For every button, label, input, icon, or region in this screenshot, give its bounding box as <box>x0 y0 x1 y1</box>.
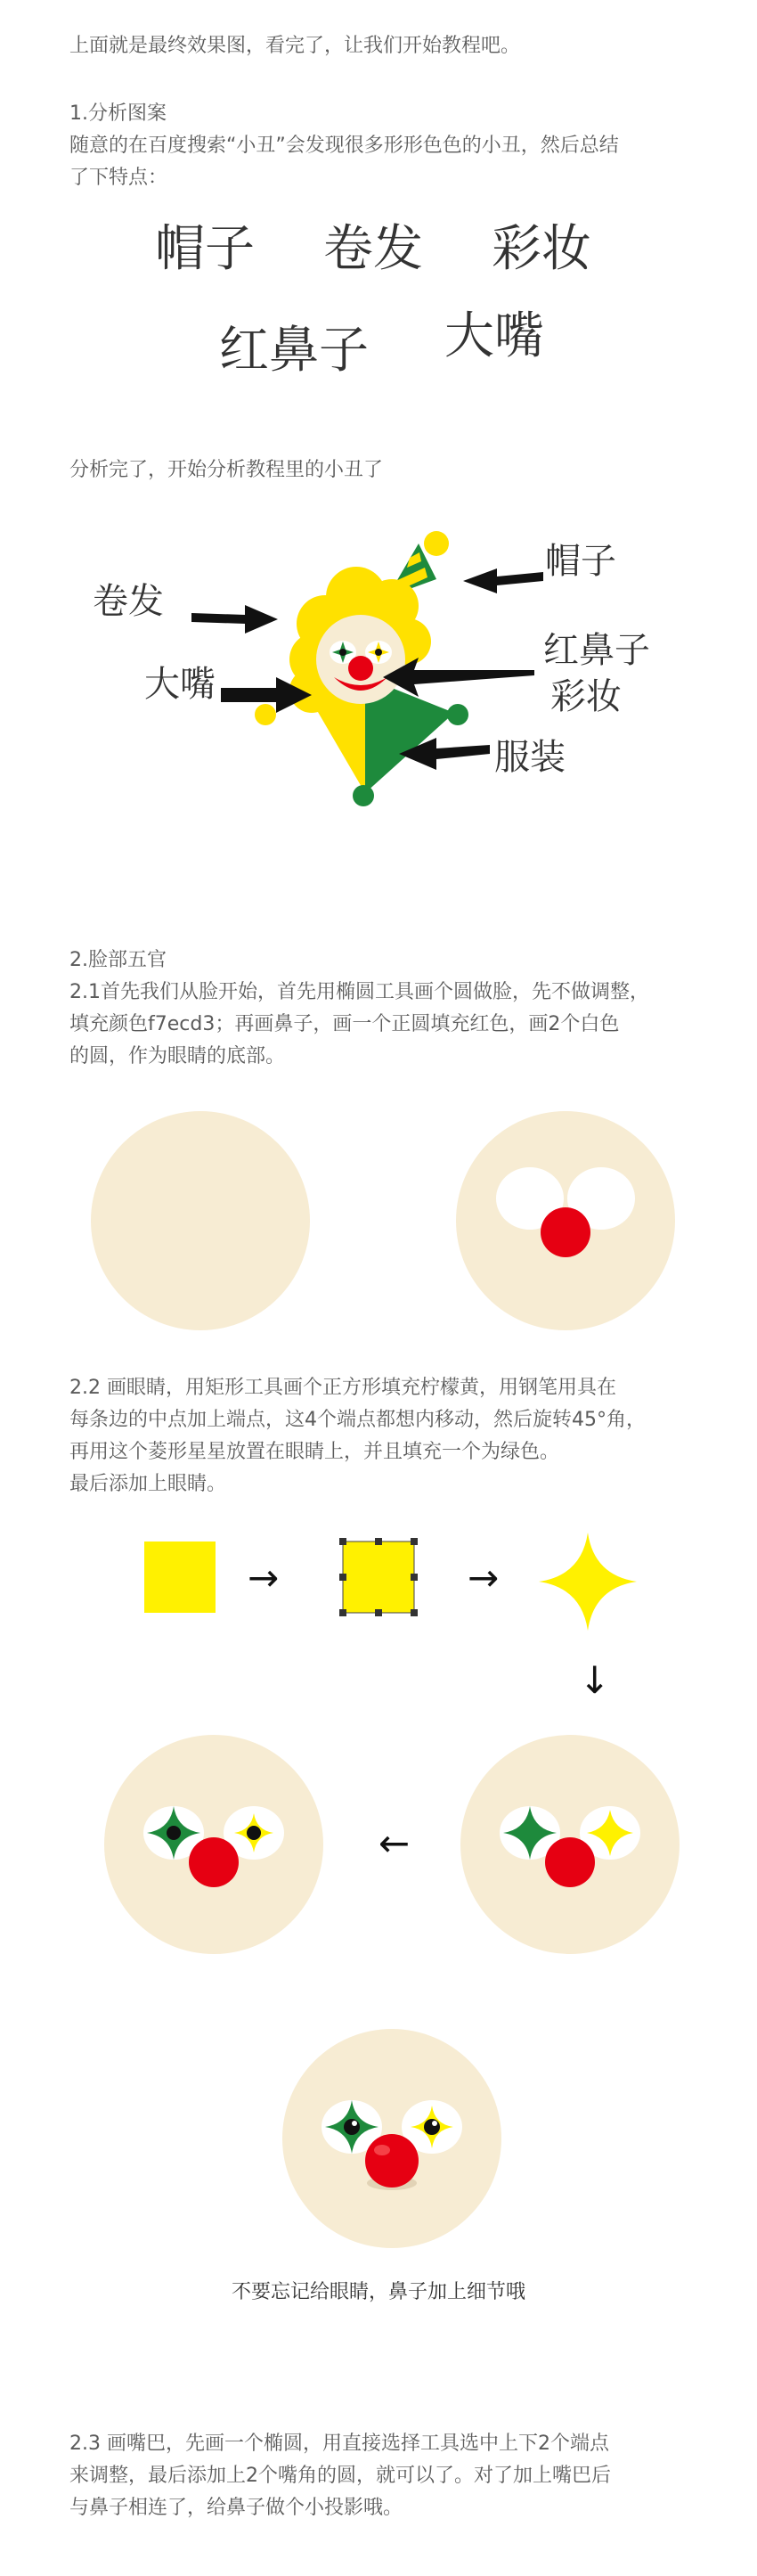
label-curly-hair: 卷发 <box>93 581 164 622</box>
section2-text <box>69 945 649 1073</box>
yellow-square <box>144 1542 216 1613</box>
analysis-text: 分析完了，开始分析教程里的小丑了 <box>69 459 384 481</box>
face-step-3 <box>459 1733 681 1956</box>
section1-line: 了下特点： <box>69 167 168 189</box>
caption: 不要忘记给眼睛，鼻子加上细节哦 <box>231 2281 525 2303</box>
pointer-arrows <box>0 0 757 802</box>
label-big-mouth: 大嘴 <box>144 664 216 705</box>
label-makeup: 彩妆 <box>550 676 622 717</box>
section2-line: 填充颜色f7ecd3；再画鼻子，画一个正圆填充红色，画2个白色 <box>69 1013 620 1035</box>
section1-line: 随意的在百度搜索“小丑”会发现很多形形色色的小丑，然后总结 <box>69 135 619 157</box>
section23-text <box>69 2428 611 2524</box>
flow-arrow-down: ↓ <box>579 1658 611 1702</box>
section22-line: 最后添加上眼睛。 <box>69 1473 227 1495</box>
face-step-1 <box>89 1109 312 1332</box>
label-red-nose: 红鼻子 <box>543 630 650 671</box>
yellow-star <box>539 1533 637 1631</box>
flow-arrow-right-2: → <box>468 1556 500 1599</box>
keyword-big-mouth: 大嘴 <box>444 307 544 365</box>
section22-text <box>69 1372 646 1501</box>
label-costume: 服装 <box>494 737 566 778</box>
section2-heading: 2.脸部五官 <box>69 949 167 971</box>
section23-line: 2.3 画嘴巴，先画一个椭圆，用直接选择工具选中上下2个端点 <box>69 2433 609 2455</box>
face-step-4 <box>102 1733 325 1956</box>
keyword-hat: 帽子 <box>155 220 255 278</box>
face-detailed <box>281 2027 503 2250</box>
section2-line: 的圆，作为眼睛的底部。 <box>69 1045 286 1067</box>
keyword-curly-hair: 卷发 <box>323 220 423 278</box>
section22-line: 再用这个菱形星星放置在眼睛上，并且填充一个为绿色。 <box>69 1441 560 1463</box>
section22-line: 每条边的中点加上端点，这4个端点都想内移动，然后旋转45°角， <box>69 1409 646 1431</box>
flow-arrow-right-1: → <box>248 1556 280 1599</box>
section22-line: 2.2 画眼睛，用矩形工具画个正方形填充柠檬黄，用钢笔用具在 <box>69 1377 616 1399</box>
keyword-red-nose: 红鼻子 <box>219 322 369 380</box>
square-with-anchor-points <box>338 1537 419 1617</box>
intro-text: 上面就是最终效果图，看完了，让我们开始教程吧。 <box>69 35 521 57</box>
face-step-2 <box>454 1109 677 1332</box>
keyword-makeup: 彩妆 <box>492 220 591 278</box>
label-hat: 帽子 <box>545 541 616 582</box>
section1-heading: 1.分析图案 <box>69 102 167 125</box>
section2-line: 2.1首先我们从脸开始，首先用椭圆工具画个圆做脸，先不做调整， <box>69 981 649 1003</box>
section23-line: 来调整，最后添加上2个嘴角的圆，就可以了。对了加上嘴巴后 <box>69 2465 611 2487</box>
section23-line: 与鼻子相连了，给鼻子做个小投影哦。 <box>69 2497 403 2519</box>
flow-arrow-left: ← <box>378 1821 411 1865</box>
